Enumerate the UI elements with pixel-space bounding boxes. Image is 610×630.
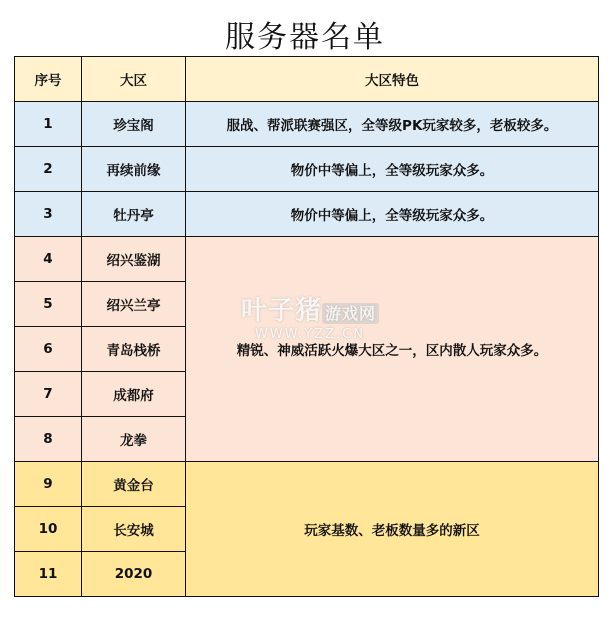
row-number: 6 [15,327,82,372]
row-number: 10 [15,507,82,552]
row-feature-merged: 玩家基数、老板数量多的新区 [186,462,599,597]
row-number: 4 [15,237,82,282]
row-number: 3 [15,192,82,237]
row-region: 黄金台 [82,462,186,507]
table-row [15,192,599,237]
row-region: 2020 [82,552,186,597]
row-region: 青岛栈桥 [82,327,186,372]
table-row [15,102,599,147]
row-region: 牡丹亭 [82,192,186,237]
row-number: 5 [15,282,82,327]
row-number: 9 [15,462,82,507]
row-number: 2 [15,147,82,192]
row-region: 绍兴兰亭 [82,282,186,327]
row-region: 成都府 [82,372,186,417]
row-number: 8 [15,417,82,462]
table-row [15,147,599,192]
row-feature: 物价中等偏上，全等级玩家众多。 [186,147,599,192]
watermark-url: WWW.YZZ.CN [255,327,365,342]
watermark-brand: 叶子猪 [240,296,322,326]
header-region: 大区 [82,57,186,102]
server-list-table [14,56,599,597]
row-number: 1 [15,102,82,147]
row-region: 再续前缘 [82,147,186,192]
row-number: 11 [15,552,82,597]
row-region: 龙拳 [82,417,186,462]
table-row [15,462,599,507]
row-feature: 服战、帮派联赛强区，全等级PK玩家较多，老板较多。 [186,102,599,147]
row-region: 珍宝阁 [82,102,186,147]
row-region: 绍兴鉴湖 [82,237,186,282]
watermark-tag: 游戏网 [322,303,379,324]
header-feature: 大区特色 [186,57,599,102]
row-region: 长安城 [82,507,186,552]
row-feature-merged: 精锐、神威活跃火爆大区之一，区内散人玩家众多。 [186,237,599,462]
table-header-row [15,57,599,102]
row-number: 7 [15,372,82,417]
table-row [15,237,599,282]
page-title: 服务器名单 [225,20,385,55]
header-number: 序号 [15,57,82,102]
row-feature: 物价中等偏上，全等级玩家众多。 [186,192,599,237]
